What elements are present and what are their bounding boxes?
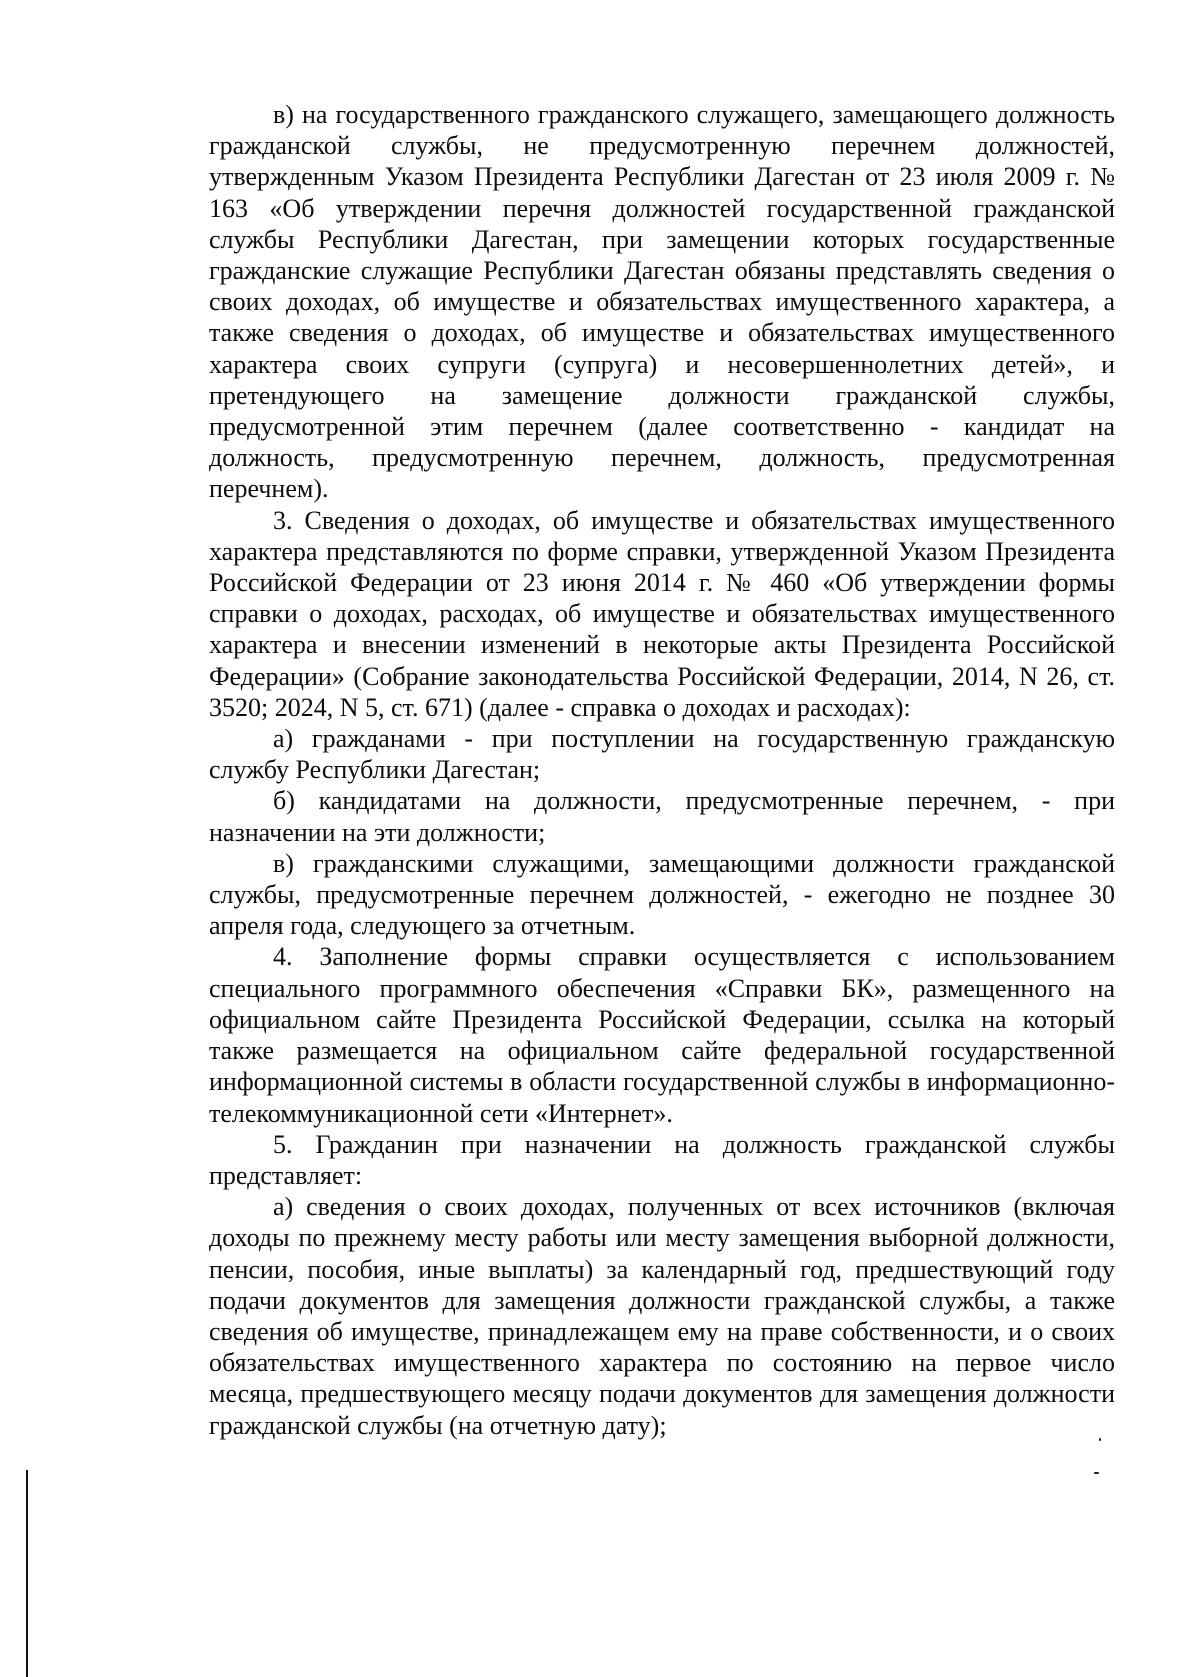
document-body — [209, 99, 1115, 1441]
paragraph-item-3: 3. Сведения о доходах, об имуществе и обязательствах имущественного характера представляются по форме справки, утвержденной Указом Президента Российской Федерации от 23 июня 2014 г. № 460 «Об утверждении формы справки о доходах, расходах, об имуществе и обязательствах имущественного характера и внесении изменений в некоторые акты Президента Российской Федерации» (Собрание законодательства Российской Федерации, 2014, N 26, ст. 3520; 2024, N 5, ст. 671) (далее - справка о доходах и расходах): — [209, 505, 1115, 722]
scan-speck — [1099, 1438, 1101, 1441]
paragraph-item-5: 5. Гражданин при назначении на должность гражданской службы представляет: — [209, 1129, 1115, 1190]
paragraph-item-5a: а) сведения о своих доходах, полученных от всех источников (включая доходы по прежнему месту работы или месту замещения выборной должности, пенсии, пособия, иные выплаты) за календарный год, предшествующий году подачи документов для замещения должности гражданской службы, а также сведения об имуществе, принадлежащем ему на праве собственности, и о своих обязательствах имущественного характера по состоянию на первое число месяца, предшествующего месяцу подачи документов для замещения должности гражданской службы (на отчетную дату); — [209, 1192, 1115, 1440]
paragraph-continuation-v: в) на государственного гражданского служащего, замещающего должность гражданской службы, не предусмотренную перечнем должностей, утвержденным Указом Президента Республики Дагестан от 23 июля 2009 г. № 163 «Об утверждении перечня должностей государственной гражданской службы Республики Дагестан, при замещении которых государственные гражданские служащие Республики Дагестан обязаны представлять сведения о своих доходах, об имуществе и обязательствах имущественного характера, а также сведения о доходах, об имуществе и обязательствах имущественного характера своих супруги (супруга) и несовершеннолетних детей», и претендующего на замещение должности гражданской службы, предусмотренной этим перечнем (далее соответственно - кандидат на должность, предусмотренную перечнем, должность, предусмотренная перечнем). — [209, 100, 1115, 504]
paragraph-item-3v: в) гражданскими служащими, замещающими должности гражданской службы, предусмотренные перечнем должностей, - ежегодно не позднее 30 апреля года, следующего за отчетным. — [209, 848, 1115, 941]
scan-speck — [1094, 1472, 1099, 1474]
paragraph-item-3b: б) кандидатами на должности, предусмотренные перечнем, - при назначении на эти должности; — [209, 786, 1115, 847]
scan-edge-line — [26, 1470, 28, 1677]
paragraph-item-4: 4. Заполнение формы справки осуществляется с использованием специального программного обеспечения «Справки БК», размещенного на официальном сайте Президента Российской Федерации, ссылка на который также размещается на официальном сайте федеральной государственной информационной системы в области государственной службы в информационно-телекоммуникационной сети «Интернет». — [209, 942, 1115, 1128]
paragraph-item-3a: а) гражданами - при поступлении на государственную гражданскую службу Республики Дагестан; — [209, 724, 1115, 785]
